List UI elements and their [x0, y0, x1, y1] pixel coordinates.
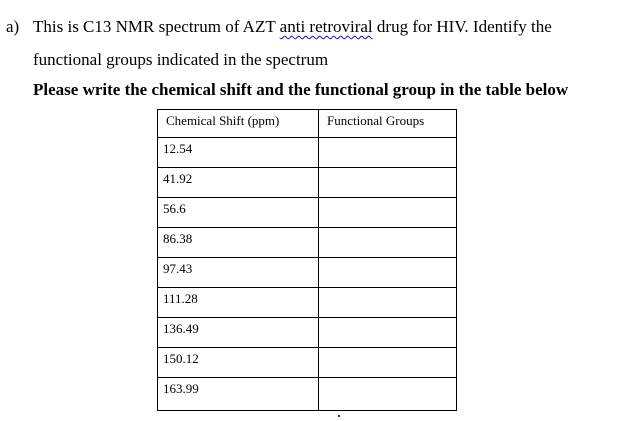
functional-group-cell[interactable] — [319, 348, 457, 378]
functional-group-cell[interactable] — [319, 318, 457, 348]
question-line-1 — [6, 17, 552, 37]
functional-group-cell[interactable] — [319, 168, 457, 198]
shift-value-cell: 111.28 — [158, 288, 319, 318]
shift-value-cell: 12.54 — [158, 138, 319, 168]
functional-group-cell[interactable] — [319, 258, 457, 288]
shift-value-cell: 136.49 — [158, 318, 319, 348]
table-row — [158, 378, 457, 411]
functional-group-cell[interactable] — [319, 228, 457, 258]
table-row — [158, 318, 457, 348]
shift-value-cell: 163.99 — [158, 378, 319, 411]
header-chemical-shift: Chemical Shift (ppm) — [158, 110, 319, 138]
functional-group-cell[interactable] — [319, 198, 457, 228]
functional-group-cell[interactable] — [319, 138, 457, 168]
question-line-2: functional groups indicated in the spectrum — [33, 50, 329, 69]
shift-value-cell: 97.43 — [158, 258, 319, 288]
shift-value-cell: 150.12 — [158, 348, 319, 378]
shift-value-cell: 86.38 — [158, 228, 319, 258]
question-text-start: This is C13 NMR spectrum of AZT — [33, 17, 280, 36]
shift-value-cell: 41.92 — [158, 168, 319, 198]
table-row — [158, 198, 457, 228]
question-marker: a) — [6, 17, 20, 36]
table-row — [158, 348, 457, 378]
table-row — [158, 258, 457, 288]
table-header-row — [158, 110, 457, 138]
table-row — [158, 138, 457, 168]
table-row — [158, 168, 457, 198]
table-row — [158, 228, 457, 258]
stray-mark — [338, 415, 340, 417]
functional-group-cell[interactable] — [319, 378, 457, 411]
table-row — [158, 288, 457, 318]
header-functional-groups: Functional Groups — [319, 110, 457, 138]
shift-table — [157, 109, 457, 411]
question-text-end: drug for HIV. Identify the — [372, 17, 552, 36]
functional-group-cell[interactable] — [319, 288, 457, 318]
shift-value-cell: 56.6 — [158, 198, 319, 228]
spellcheck-flagged-term: anti retroviral — [279, 17, 373, 36]
instruction-text: Please write the chemical shift and the functional group in the table below — [33, 80, 569, 99]
